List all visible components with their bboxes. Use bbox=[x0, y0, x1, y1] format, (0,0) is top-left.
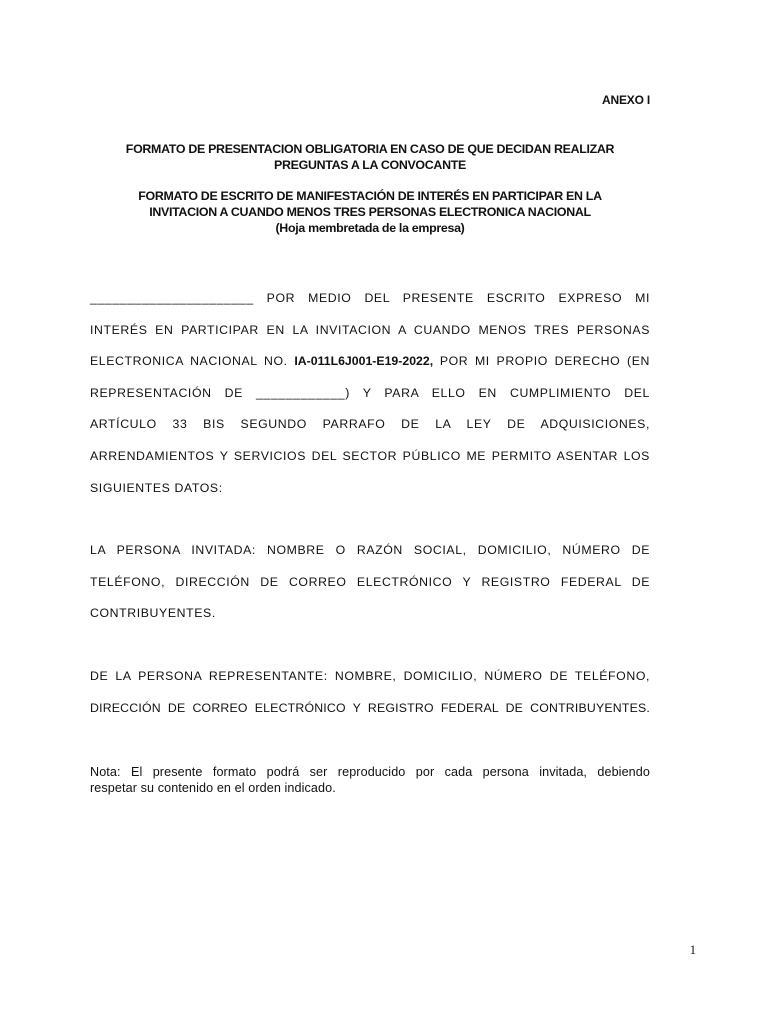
paragraph2-line2: TELÉFONO, DIRECCIÓN DE CORREO ELECTRÓNICO Y REGISTRO FEDERAL DE bbox=[90, 575, 650, 589]
note-line1: Nota: El presente formato podrá ser reproducido por cada persona invitada, debiendo bbox=[90, 765, 650, 779]
heading2-line1: FORMATO DE ESCRITO DE MANIFESTACIÓN DE INTERÉS EN PARTICIPAR EN LA bbox=[138, 189, 602, 203]
paragraph2-line3: CONTRIBUYENTES. bbox=[90, 606, 216, 620]
heading-interest-format bbox=[90, 188, 650, 236]
paragraph1-line4: REPRESENTACIÓN DE ____________) Y PARA ELLO EN CUMPLIMIENTO DEL bbox=[90, 386, 650, 400]
paragraph1-line3 bbox=[90, 353, 650, 369]
paragraph1-line6: ARRENDAMIENTOS Y SERVICIOS DEL SECTOR PÚBLICO ME PERMITO ASENTAR LOS bbox=[90, 449, 650, 463]
note-line2: respetar su contenido en el orden indicado. bbox=[90, 781, 336, 795]
heading2-line2: INVITACION A CUANDO MENOS TRES PERSONAS ELECTRONICA NACIONAL bbox=[149, 205, 591, 219]
paragraph1-line5: ARTÍCULO 33 BIS SEGUNDO PARRAFO DE LA LEY DE ADQUISICIONES, bbox=[90, 417, 650, 431]
paragraph1-line3-suffix: POR MI PROPIO DERECHO (EN bbox=[439, 354, 650, 368]
page-number: 1 bbox=[689, 943, 696, 957]
note-paragraph bbox=[90, 764, 650, 796]
paragraph3-line1: DE LA PERSONA REPRESENTANTE: NOMBRE, DOMICILIO, NÚMERO DE TELÉFONO, bbox=[90, 669, 650, 683]
paragraph3-line2: DIRECCIÓN DE CORREO ELECTRÓNICO Y REGISTRO FEDERAL DE CONTRIBUYENTES. bbox=[90, 701, 650, 715]
invitation-number: IA-011L6J001-E19-2022, bbox=[294, 354, 434, 368]
paragraph1-line3-prefix: ELECTRONICA NACIONAL NO. bbox=[90, 354, 288, 368]
paragraph1-line2: INTERÉS EN PARTICIPAR EN LA INVITACION A CUANDO MENOS TRES PERSONAS bbox=[90, 323, 650, 337]
heading2-line3: (Hoja membretada de la empresa) bbox=[275, 221, 465, 235]
heading-obligatory-format bbox=[90, 141, 650, 173]
paragraph1-line7: SIGUIENTES DATOS: bbox=[90, 481, 223, 495]
paragraph1-line1: ______________________ POR MEDIO DEL PRESENTE ESCRITO EXPRESO MI bbox=[90, 291, 650, 305]
paragraph2-line1: LA PERSONA INVITADA: NOMBRE O RAZÓN SOCIAL, DOMICILIO, NÚMERO DE bbox=[90, 543, 650, 557]
heading1-line1: FORMATO DE PRESENTACION OBLIGATORIA EN CASO DE QUE DECIDAN REALIZAR bbox=[125, 142, 615, 156]
heading1-line2: PREGUNTAS A LA CONVOCANTE bbox=[274, 158, 466, 172]
annex-label: ANEXO I bbox=[602, 93, 650, 107]
